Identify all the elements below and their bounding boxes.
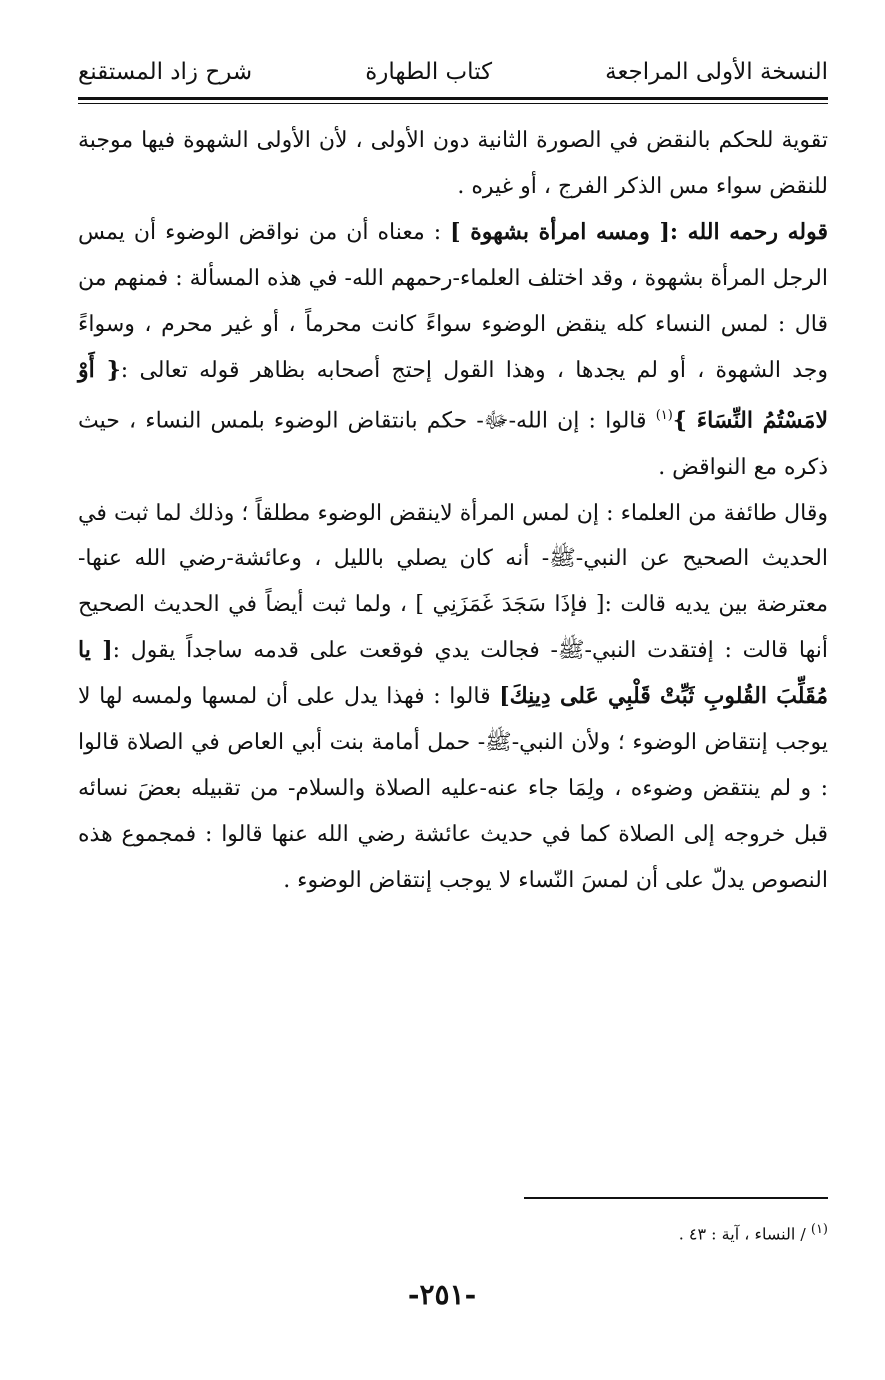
main-text xyxy=(78,118,828,904)
paragraph-2-heading: قوله رحمه الله :[ ومسه امرأة بشهوة ] xyxy=(450,218,828,245)
page-header xyxy=(78,52,828,92)
paragraph-2-text: : معناه أن من نواقض الوضوء أن يمس الرجل المرأة بشهوة ، وقد اختلف العلماء-رحمهم الله- في هذه المسألة : فمنهم من قال : لمس النساء كله ينقض الوضوء سواءً كانت محرماً ، أو غير محرم ، وسواءً وجد الشهوة ، أو لم يجدها ، وهذا القول إحتج أصحابه بظاهر قوله تعالى : xyxy=(78,219,829,383)
paragraph-3 xyxy=(78,491,828,904)
footnote-marker: (١) xyxy=(810,1222,828,1237)
page-number: -٢٥١- xyxy=(407,1278,477,1311)
header-edition: النسخة الأولى المراجعة xyxy=(605,59,828,85)
header-chapter-title: كتاب الطهارة xyxy=(365,59,493,85)
header-book-title: شرح زاد المستقنع xyxy=(78,59,253,85)
hadith-dua: [ يا مُقَلِّبَ القُلوبِ ثَبِّتْ قَلْبِي عَلى دِينِكَ] xyxy=(78,637,829,710)
paragraph-2-text-continued: قالوا : إن الله-ﷻ- حكم بانتقاض الوضوء بلمس النساء ، حيث ذكره مع النواقض . xyxy=(78,408,828,480)
footnote xyxy=(478,1222,828,1243)
paragraph-1 xyxy=(78,118,828,210)
footnote-ref[interactable]: (١) xyxy=(655,408,673,424)
footnote-text: / النساء ، آية : ٤٣ . xyxy=(678,1224,811,1244)
paragraph-3-text-continued: قالوا : فهذا يدل على أن لمسها ولمسه لها لا يوجب إنتقاض الوضوء ؛ ولأن النبي-ﷺ- حمل أمامة بنت أبي العاص في الصلاة قالوا : و لم ينتقض وضوءه ، ولِمَا جاء عنه-عليه الصلاة والسلام- من تقبيله بعضَ نسائه قبل خروجه إلى الصلاة كما في حديث عائشة رضي الله عنها قالوا : فمجموع هذه النصوص يدلّ على أن لمسَ النّساء لا يوجب إنتقاض الوضوء . xyxy=(78,684,828,893)
paragraph-1-text: تقوية للحكم بالنقض في الصورة الثانية دون الأولى ، لأن الأولى الشهوة فيها موجبة للنقض سواء مس الذكر الفرج ، أو غيره . xyxy=(78,128,828,199)
header-rule xyxy=(78,97,828,100)
paragraph-2 xyxy=(78,210,828,491)
quran-verse: { أَوْ لامَسْتُمُ النِّسَاءَ } xyxy=(78,356,828,434)
header-rule-secondary xyxy=(78,103,828,104)
paragraph-3-text: وقال طائفة من العلماء : إن لمس المرأة لاينقض الوضوء مطلقاً ؛ وذلك لما ثبت في الحديث الصحيح عن النبي-ﷺ- أنه كان يصلي بالليل ، وعائشة-رضي الله عنها- معترضة بين يديه قالت :[ فإذَا سَجَدَ غَمَزَنِي ] ، ولما ثبت أيضاً في الحديث الصحيح أنها قالت : إفتقدت النبي-ﷺ- فجالت يدي فوقعت على قدمه ساجداً يقول : xyxy=(78,500,828,664)
footnote-rule xyxy=(524,1197,828,1199)
